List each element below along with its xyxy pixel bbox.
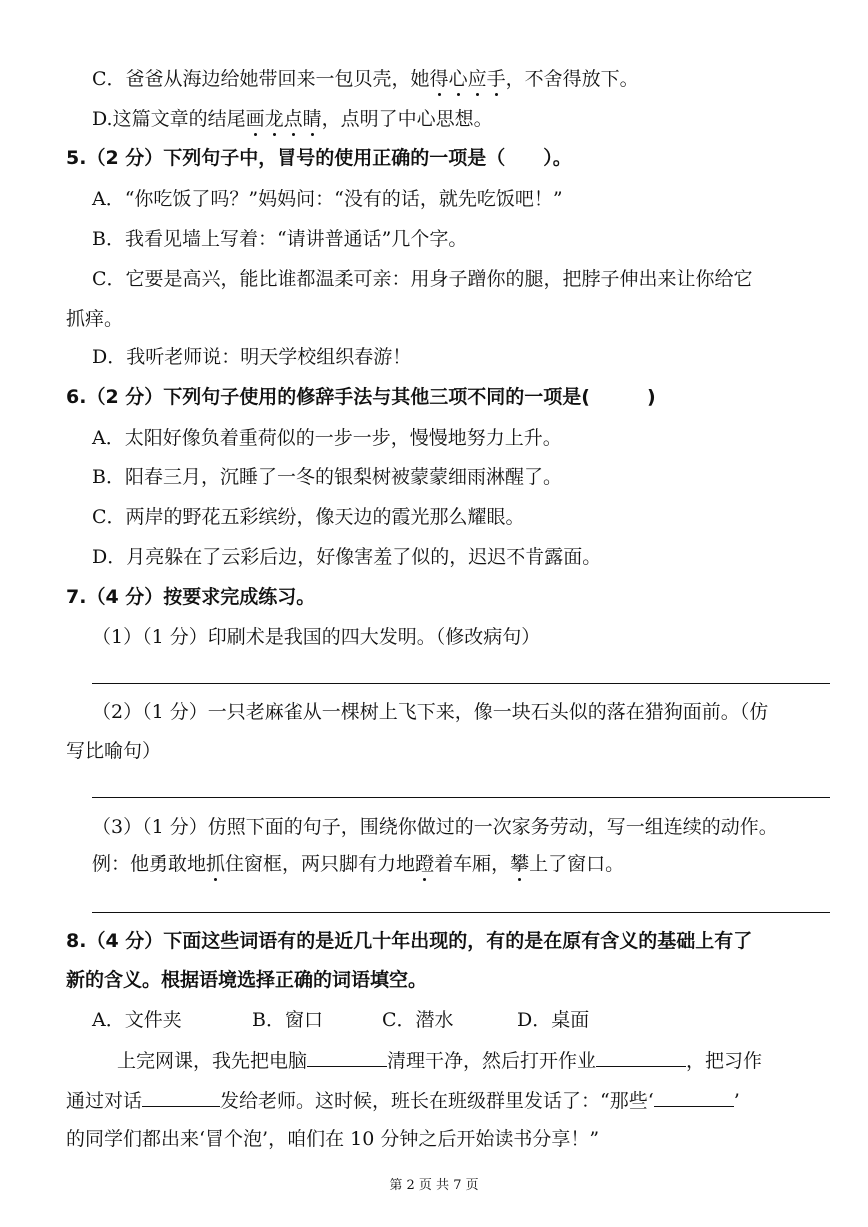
passage-text: ’ — [733, 1090, 740, 1112]
answer-line[interactable] — [92, 683, 830, 684]
example-text: 例：他勇敢地 — [92, 853, 207, 875]
q6-option-b: B．阳春三月，沉睡了一冬的银梨树被蒙蒙细雨淋醒了。 — [92, 466, 562, 488]
dotted-char: 蹬 — [415, 853, 435, 875]
example-text: 上了窗口。 — [529, 853, 625, 875]
q5-option-b: B．我看见墙上写着：“请讲普通话”几个字。 — [92, 228, 468, 250]
q4-d-text: D.这篇文章的结尾 — [92, 108, 246, 130]
dotted-char: 攀 — [510, 853, 530, 875]
example-text: 住窗框，两只脚有力地 — [225, 853, 416, 875]
dotted-char: 得 — [429, 68, 449, 90]
passage-text: 通过对话 — [66, 1090, 143, 1112]
dotted-char: 画 — [245, 108, 265, 130]
q5-option-a: A．“你吃饭了吗？”妈妈问：“没有的话，就先吃饭吧！” — [92, 188, 563, 210]
q6-stem: 6.（2 分）下列句子使用的修辞手法与其他三项不同的一项是( ) — [66, 386, 656, 408]
fill-blank-1[interactable] — [307, 1048, 387, 1067]
dotted-char: 龙 — [264, 108, 284, 130]
dotted-char: 睛 — [302, 108, 322, 130]
dotted-char: 应 — [467, 68, 487, 90]
fill-blank-4[interactable] — [654, 1088, 734, 1107]
q7-part2: （2）（1 分）一只老麻雀从一棵树上飞下来，像一块石头似的落在猎狗面前。（仿 — [92, 701, 769, 723]
dotted-char: 心 — [448, 68, 468, 90]
answer-line[interactable] — [92, 912, 830, 913]
dotted-char: 手 — [486, 68, 506, 90]
fill-blank-2[interactable] — [596, 1048, 686, 1067]
q8-text-line2 — [66, 1088, 740, 1113]
example-text: 着车厢， — [434, 853, 511, 875]
q7-part1: （1）（1 分）印刷术是我国的四大发明。（修改病句） — [92, 626, 541, 648]
q4-option-d — [92, 107, 493, 131]
dotted-char: 点 — [283, 108, 303, 130]
q8-stem-cont: 新的含义。根据语境选择正确的词语填空。 — [66, 969, 428, 991]
option-a: A．文件夹 — [92, 1009, 182, 1031]
q7-example — [92, 852, 624, 876]
option-d: D．桌面 — [517, 1009, 590, 1031]
passage-text: 上完网课，我先把电脑 — [117, 1050, 308, 1072]
q6-option-d: D．月亮躲在了云彩后边，好像害羞了似的，迟迟不肯露面。 — [92, 546, 602, 568]
fill-blank-3[interactable] — [142, 1088, 220, 1107]
q6-option-a: A．太阳好像负着重荷似的一步一步，慢慢地努力上升。 — [92, 427, 562, 449]
q4-d-tail: ，点明了中心思想。 — [321, 108, 493, 130]
passage-text: ，把习作 — [686, 1050, 763, 1072]
q4-c-text: C．爸爸从海边给她带回来一包贝壳，她 — [92, 68, 430, 90]
q8-text-line1 — [117, 1048, 762, 1073]
q5-option-c: C．它要是高兴，能比谁都温柔可亲：用身子蹭你的腿，把脖子伸出来让你给它 — [92, 268, 753, 290]
q8-text-line3: 的同学们都出来‘冒个泡’，咱们在 10 分钟之后开始读书分享！” — [66, 1128, 600, 1150]
passage-text: 发给老师。这时候，班长在班级群里发话了：“那些‘ — [220, 1090, 654, 1112]
page-footer: 第 2 页 共 7 页 — [389, 1178, 479, 1193]
q5-option-d: D．我听老师说：明天学校组织春游！ — [92, 346, 412, 368]
q8-stem: 8.（4 分）下面这些词语有的是近几十年出现的，有的是在原有含义的基础上有了 — [66, 930, 753, 952]
q6-option-c: C．两岸的野花五彩缤纷，像天边的霞光那么耀眼。 — [92, 506, 525, 528]
passage-text: 清理干净，然后打开作业 — [387, 1050, 597, 1072]
q5-option-c-cont: 抓痒。 — [66, 308, 124, 330]
option-c: C．潜水 — [382, 1009, 454, 1031]
q8-options — [92, 1008, 589, 1032]
q4-option-c — [92, 67, 639, 91]
q5-stem: 5.（2 分）下列句子中，冒号的使用正确的一项是（ ）。 — [66, 147, 572, 169]
q7-stem: 7.（4 分）按要求完成练习。 — [66, 586, 316, 608]
answer-line[interactable] — [92, 797, 830, 798]
q4-c-tail: ，不舍得放下。 — [505, 68, 639, 90]
dotted-char: 抓 — [206, 853, 226, 875]
option-b: B．窗口 — [252, 1009, 323, 1031]
q7-part3: （3）（1 分）仿照下面的句子，围绕你做过的一次家务劳动，写一组连续的动作。 — [92, 816, 778, 838]
q7-part2-cont: 写比喻句） — [66, 740, 162, 762]
